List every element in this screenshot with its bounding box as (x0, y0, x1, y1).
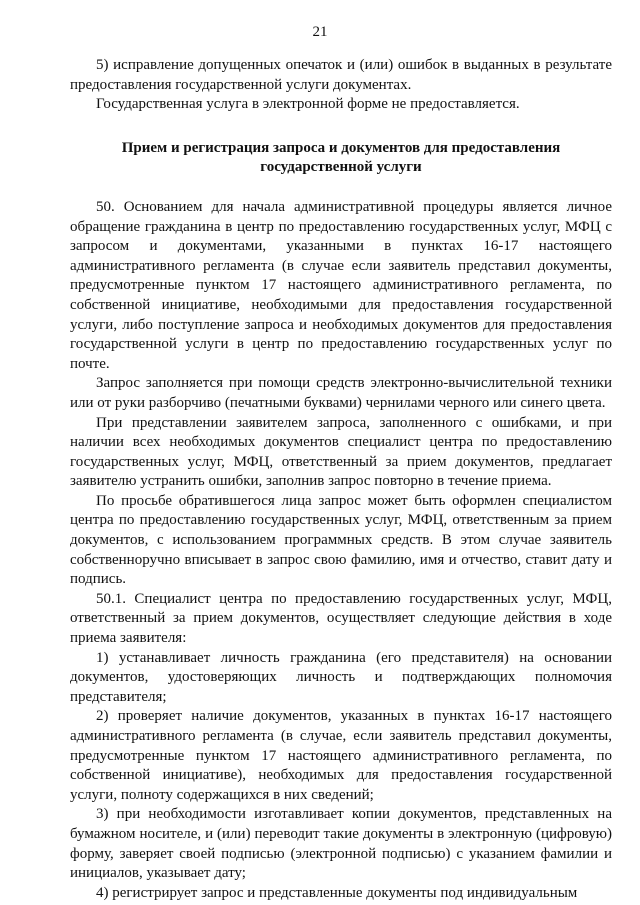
paragraph-request-by-specialist: По просьбе обратившегося лица запрос может быть оформлен специалистом центра по предоставлению государственных услуг, МФЦ, ответственным за прием документов, с использованием программных средств. В этом случае заявитель собственноручно вписывает в запрос свою фамилию, имя и отчество, ставит дату и подпись. (70, 492, 612, 588)
intro-paragraph-1: 5) исправление допущенных опечаток и (или) ошибок в выданных в результате предоставления государственной услуги документах. (70, 57, 612, 93)
intro-paragraph-2: Государственная услуга в электронной форме не предоставляется. (96, 96, 520, 113)
list-item-3: 3) при необходимости изготавливает копии документов, представленных на бумажном носителе, и (или) переводит такие документы в электронную (цифровую) форму, заверяет своей подписью (электронной подписью) с указанием фамилии и инициалов, указывает дату; (70, 806, 612, 882)
list-item-2: 2) проверяет наличие документов, указанных в пунктах 16-17 настоящего административного регламента (в случае, если заявитель представил документы, предусмотренные пунктом 17 настоящего административного регламента, по собственной инициативе), необходимых для предоставления государственной услуги, полноту содержащихся в них сведений; (70, 708, 612, 803)
section-heading (70, 139, 612, 178)
section-heading-line-2: государственной услуги (260, 159, 422, 176)
list-item-4: 4) регистрирует запрос и представленные документы под индивидуальным (96, 884, 578, 901)
paragraph-errors: При представлении заявителем запроса, заполненного с ошибками, и при наличии всех необходимых документов специалист центра по предоставлению государственных услуг, МФЦ, ответственный за прием документов, предлагает заявителю устранить ошибки, заполнив запрос повторно в течение приема. (70, 414, 612, 490)
paragraph-request-filling: Запрос заполняется при помощи средств электронно-вычислительной техники или от руки разборчиво (печатными буквами) чернилами черного или синего цвета. (70, 375, 612, 411)
list-item-1: 1) устанавливает личность гражданина (его представителя) на основании документов, удостоверяющих личность и подтверждающих полномочия представителя; (70, 649, 612, 705)
document-body (70, 56, 612, 903)
page-number: 21 (312, 24, 328, 40)
paragraph-50-1: 50.1. Специалист центра по предоставлению государственных услуг, МФЦ, ответственный за прием документов, осуществляет следующие действия в ходе приема заявителя: (70, 590, 612, 647)
section-heading-line-1: Прием и регистрация запроса и документов для предоставления (121, 139, 561, 156)
paragraph-50: 50. Основанием для начала административной процедуры является личное обращение гражданина в центр по предоставлению государственных услуг, МФЦ с запросом и документами, указанными в пунктах 16-17 настоящего административного регламента (в случае если заявитель представил документы, предусмотренные пунктом 17 настоящего административного регламента, по собственной инициативе, необходимыми для предоставления государственной услуги, либо поступление запроса и необходимых документов для предоставления государственной услуги в центр по предоставлению государственных услуг по почте. (70, 198, 612, 372)
